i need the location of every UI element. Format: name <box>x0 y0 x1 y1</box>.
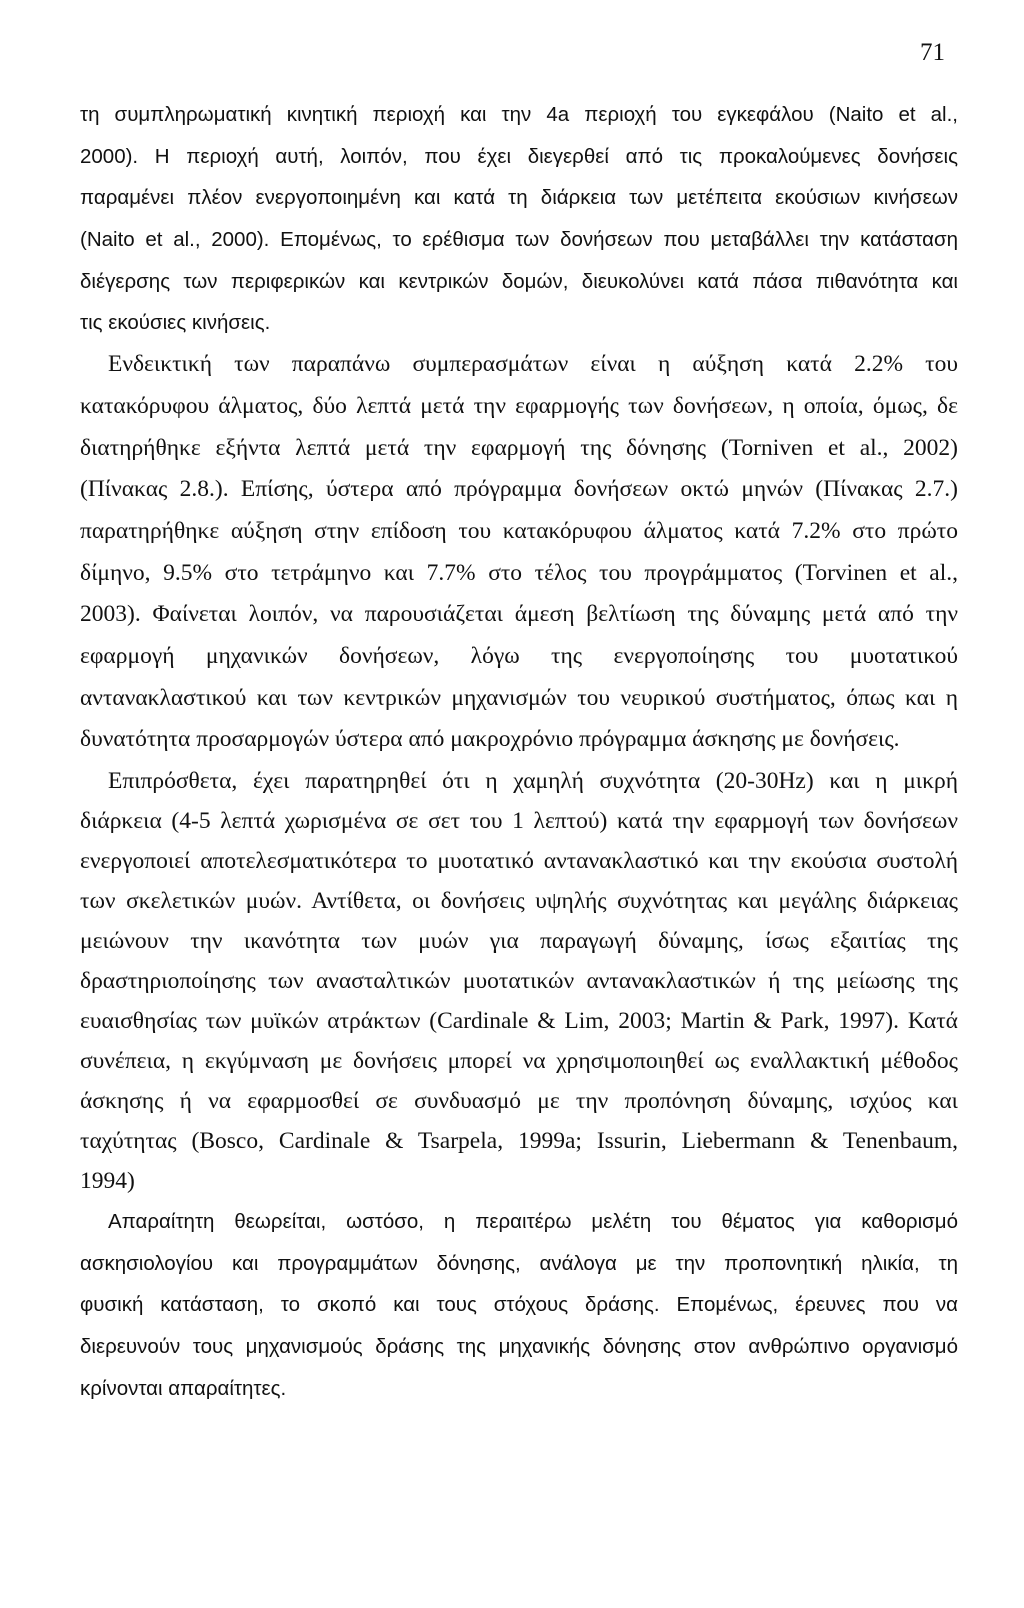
text-line: κατακόρυφου άλματος, δύο λεπτά μετά την εφαρμογής των δονήσεων, η οποία, όμως, δε <box>80 392 958 419</box>
text-line: τις εκούσιες κινήσεις. <box>80 311 271 335</box>
text-line: μειώνουν την ικανότητα των μυών για παραγωγή δύναμης, ίσως εξαιτίας της <box>80 928 958 954</box>
text-line: 1994) <box>80 1168 135 1194</box>
text-line: ασκησιολογίου και προγραμμάτων δόνησης, ανάλογα με την προπονητική ηλικία, τη <box>80 1251 958 1275</box>
text-line: ευαισθησίας των μυϊκών ατράκτων (Cardinale & Lim, 2003; Martin & Park, 1997). Κατά <box>80 1008 958 1034</box>
text-line: συνέπεια, η εκγύμναση με δονήσεις μπορεί να χρησιμοποιηθεί ως εναλλακτική μέθοδος <box>80 1048 958 1074</box>
text-line: διέγερσης των περιφερικών και κεντρικών δομών, διευκολύνει κατά πάσα πιθανότητα και <box>80 269 958 293</box>
text-line: 2003). Φαίνεται λοιπόν, να παρουσιάζεται άμεση βελτίωση της δύναμης μετά από την <box>80 601 958 628</box>
paragraph-2 <box>80 344 958 761</box>
text-line: άσκησης ή να εφαρμοσθεί σε συνδυασμό με την προπόνηση δύναμης, ισχύος και <box>80 1088 958 1114</box>
text-line: τη συμπληρωματική κινητική περιοχή και την 4a περιοχή του εγκεφάλου (Naito et al., <box>80 103 958 126</box>
text-line: αντανακλαστικού και των κεντρικών μηχανισμών του νευρικού συστήματος, όπως και η <box>80 684 958 711</box>
text-line: διάρκεια (4-5 λεπτά χωρισμένα σε σετ του 1 λεπτού) κατά την εφαρμογή των δονήσεων <box>80 808 958 834</box>
text-line: Επιπρόσθετα, έχει παρατηρηθεί ότι η χαμηλή συχνότητα (20-30Hz) και η μικρή <box>108 768 958 794</box>
text-line: φυσική κατάσταση, το σκοπό και τους στόχους δράσης. Επομένως, έρευνες που να <box>80 1293 958 1317</box>
text-line: (Naito et al., 2000). Επομένως, το ερέθισμα των δονήσεων που μεταβάλλει την κατάσταση <box>80 228 958 252</box>
text-line: (Πίνακας 2.8.). Επίσης, ύστερα από πρόγραμμα δονήσεων οκτώ μηνών (Πίνακας 2.7.) <box>80 476 958 503</box>
text-line: ενεργοποιεί αποτελεσματικότερα το μυοτατικό αντανακλαστικό και την εκούσια συστολή <box>80 848 958 874</box>
text-line: Απαραίτητη θεωρείται, ωστόσο, η περαιτέρω μελέτη του θέματος για καθορισμό <box>108 1210 958 1233</box>
text-line: των σκελετικών μυών. Αντίθετα, οι δονήσεις υψηλής συχνότητας και μεγάλης διάρκειας <box>80 888 958 914</box>
text-line: Ενδεικτική των παραπάνω συμπερασμάτων είναι η αύξηση κατά 2.2% του <box>108 351 958 378</box>
text-line: διερευνούν τους μηχανισμούς δράσης της μηχανικής δόνησης στον ανθρώπινο οργανισμό <box>80 1335 958 1359</box>
paragraph-1 <box>80 94 958 344</box>
text-line: διατηρήθηκε εξήντα λεπτά μετά την εφαρμογή της δόνησης (Torniven et al., 2002) <box>80 434 958 461</box>
text-line: δραστηριοποίησης των ανασταλτικών μυοτατικών αντανακλαστικών ή της μείωσης της <box>80 968 958 994</box>
text-line: ταχύτητας (Bosco, Cardinale & Tsarpela, 1999a; Issurin, Liebermann & Tenenbaum, <box>80 1128 958 1154</box>
text-line: δίμηνο, 9.5% στο τετράμηνο και 7.7% στο τέλος του προγράμματος (Torvinen et al., <box>80 559 958 586</box>
document-body <box>80 94 958 1409</box>
paragraph-4 <box>80 1201 958 1409</box>
page-number: 71 <box>920 39 945 66</box>
paragraph-3 <box>80 761 958 1201</box>
text-line: εφαρμογή μηχανικών δονήσεων, λόγω της ενεργοποίησης του μυοτατικού <box>80 642 958 669</box>
text-line: παρατηρήθηκε αύξηση στην επίδοση του κατακόρυφου άλματος κατά 7.2% στο πρώτο <box>80 517 958 544</box>
text-line: παραμένει πλέον ενεργοποιημένη και κατά τη διάρκεια των μετέπειτα εκούσιων κινήσεων <box>80 186 958 210</box>
text-line: 2000). Η περιοχή αυτή, λοιπόν, που έχει διεγερθεί από τις προκαλούμενες δονήσεις <box>80 144 958 168</box>
text-line: κρίνονται απαραίτητες. <box>80 1376 287 1400</box>
text-line: δυνατότητα προσαρμογών ύστερα από μακροχρόνιο πρόγραμμα άσκησης με δονήσεις. <box>80 726 900 753</box>
